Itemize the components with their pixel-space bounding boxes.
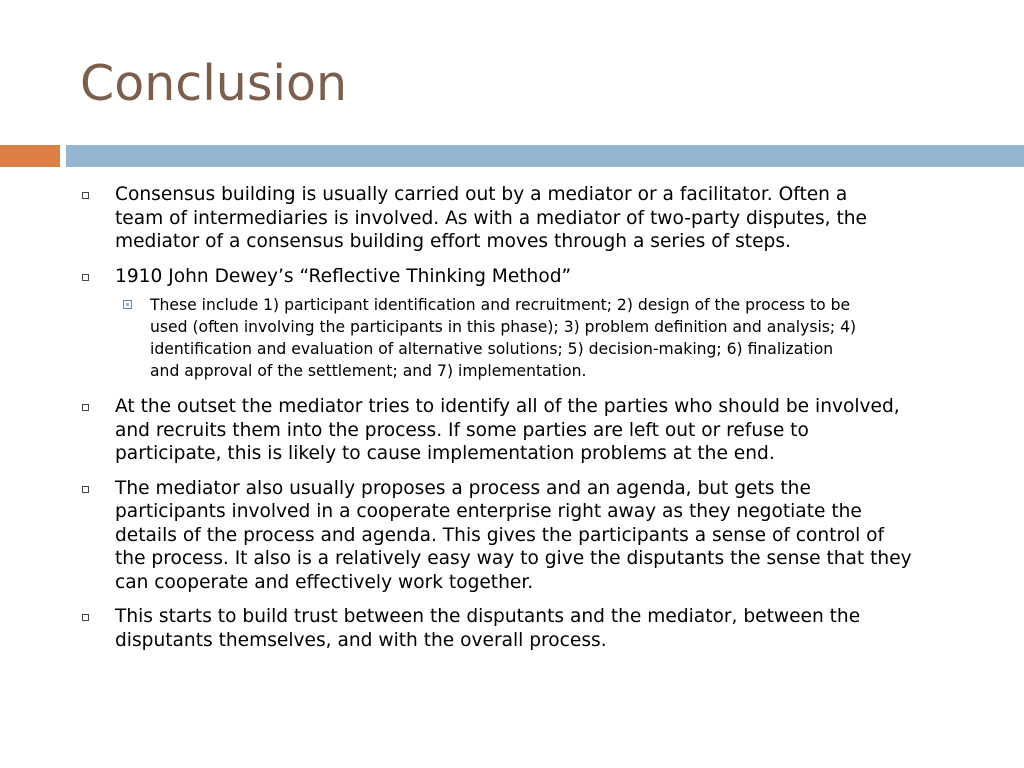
bullet-text-line: and recruits them into the process. If some parties are left out or refuse to <box>115 419 809 441</box>
bullet-text-line: participants involved in a cooperate enterprise right away as they negotiate the <box>115 501 862 522</box>
bullet-text-line: The mediator also usually proposes a process and an agenda, but gets the <box>115 477 811 499</box>
bullet-text-line: participate, this is likely to cause implementation problems at the end. <box>115 443 775 464</box>
bullet-text-line: the process. It also is a relatively easy way to give the disputants the sense that they <box>115 548 912 569</box>
sub-bullet-text-line: and approval of the settlement; and 7) implementation. <box>150 362 587 380</box>
square-bullet-icon <box>82 192 89 199</box>
square-bullet-icon <box>82 614 89 621</box>
accent-bar <box>0 145 60 167</box>
square-bullet-icon <box>82 486 89 493</box>
sub-bullet-text-line: These include 1) participant identification and recruitment; 2) design of the process to be <box>150 296 851 314</box>
bullet-text-line: At the outset the mediator tries to identify all of the parties who should be involved, <box>115 396 900 417</box>
sub-bullet-text-line: used (often involving the participants in this phase); 3) problem definition and analysis; 4) <box>150 318 857 336</box>
bullet-text-line: 1910 John Dewey’s “Reflective Thinking Method” <box>115 265 572 287</box>
bullet-item <box>80 265 980 289</box>
square-bullet-icon <box>82 404 89 411</box>
title-divider-bar <box>66 145 1024 167</box>
bullet-item <box>80 395 980 466</box>
bullet-text-line: team of intermediaries is involved. As with a mediator of two-party disputes, the <box>115 207 867 229</box>
bullet-text-line: mediator of a consensus building effort moves through a series of steps. <box>115 231 791 252</box>
slide-title: Conclusion <box>80 55 348 112</box>
bullet-text-line: Consensus building is usually carried out by a mediator or a facilitator. Often a <box>115 184 848 205</box>
bullet-text-line: details of the process and agenda. This gives the participants a sense of control of <box>115 524 885 546</box>
sub-bullet-item <box>150 294 980 382</box>
bullet-text-line: can cooperate and effectively work together. <box>115 571 534 593</box>
bullet-text-line: This starts to build trust between the disputants and the mediator, between the <box>115 606 861 627</box>
filled-square-bullet-icon <box>123 300 132 309</box>
square-bullet-icon <box>82 274 89 281</box>
bullet-text-line: disputants themselves, and with the overall process. <box>115 629 607 651</box>
bullet-item <box>80 605 980 652</box>
bullet-item <box>80 477 980 595</box>
slide-body <box>80 183 980 663</box>
bullet-item <box>80 183 980 254</box>
sub-bullet-text-line: identification and evaluation of alternative solutions; 5) decision-making; 6) finalization <box>150 340 834 358</box>
